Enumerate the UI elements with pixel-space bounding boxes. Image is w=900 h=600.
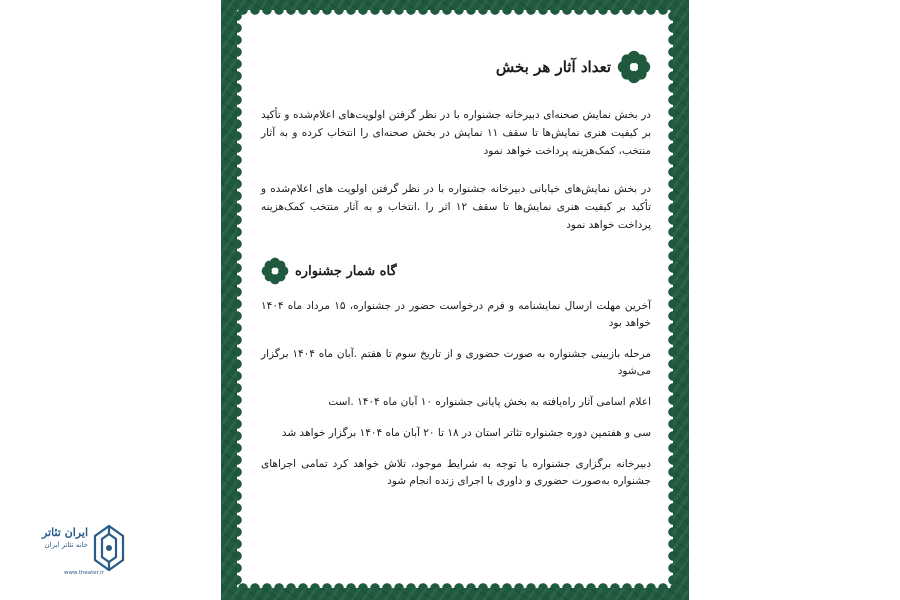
heading-text: گاه شمار جشنواره — [295, 263, 397, 279]
logo-url: www.theater.ir — [64, 570, 104, 576]
section-heading-timeline — [261, 256, 651, 286]
logo-text — [32, 526, 88, 550]
poster-content — [261, 50, 651, 570]
timeline-item: دبیرخانه برگزاری جشنواره با توجه به شرایط موجود، تلاش خواهد کرد تمامی اجراهای جشنواره به‌صورت حضوری و داوری با اجرای زنده انجام شود — [261, 458, 651, 487]
heading-text: تعداد آثار هر بخش — [495, 58, 611, 76]
timeline-item: اعلام اسامی آثار راه‌یافته به بخش پایانی جشنواره ۱۰ آبان ماه ۱۴۰۴ .است — [328, 396, 651, 408]
poster-background — [221, 0, 689, 600]
paragraph-stage-shows: در بخش نمایش صحنه‌ای دبیرخانه جشنواره با در نظر گرفتن اولویت‌های اعلام‌شده و تأکید بر کیفیت هنری نمایش‌ها تا سقف ۱۱ نمایش در بخش صحنه‌ای را انتخاب کرده و به آثار منتخب، کمک‌هزینه پرداخت خواهد نمود — [261, 109, 651, 157]
section-heading-works-count — [261, 50, 651, 84]
timeline-item: آخرین مهلت ارسال نمایشنامه و فرم درخواست حضور در جشنواره، ۱۵ مرداد ماه ۱۴۰۴ خواهد بود — [261, 300, 651, 329]
stamp-card — [237, 10, 673, 588]
flower-icon — [261, 257, 289, 285]
logo-subtitle: خانه تئاتر ایران — [44, 541, 88, 549]
iran-theater-logo — [20, 520, 132, 584]
timeline-item: مرحله بازبینی جشنواره به صورت حضوری و از تاریخ سوم تا هفتم .آبان ماه ۱۴۰۴ برگزار می‌شود — [261, 348, 651, 377]
theater-emblem-icon — [92, 524, 126, 572]
paragraph-street-shows: در بخش نمایش‌های خیابانی دبیرخانه جشنواره با در نظر گرفتن اولویت های اعلام‌شده و تأکید بر کیفیت هنری نمایش‌ها تا سقف ۱۲ اثر را .انتخاب و به آثار منتخب کمک‌هزینه پرداخت خواهد نمود — [261, 183, 651, 231]
flower-icon — [617, 50, 651, 84]
logo-title: ایران تئاتر — [41, 526, 88, 539]
timeline-item: سی و هفتمین دوره جشنواره تئاتر استان در ۱۸ تا ۲۰ آبان ماه ۱۴۰۴ برگزار خواهد شد — [281, 427, 651, 439]
